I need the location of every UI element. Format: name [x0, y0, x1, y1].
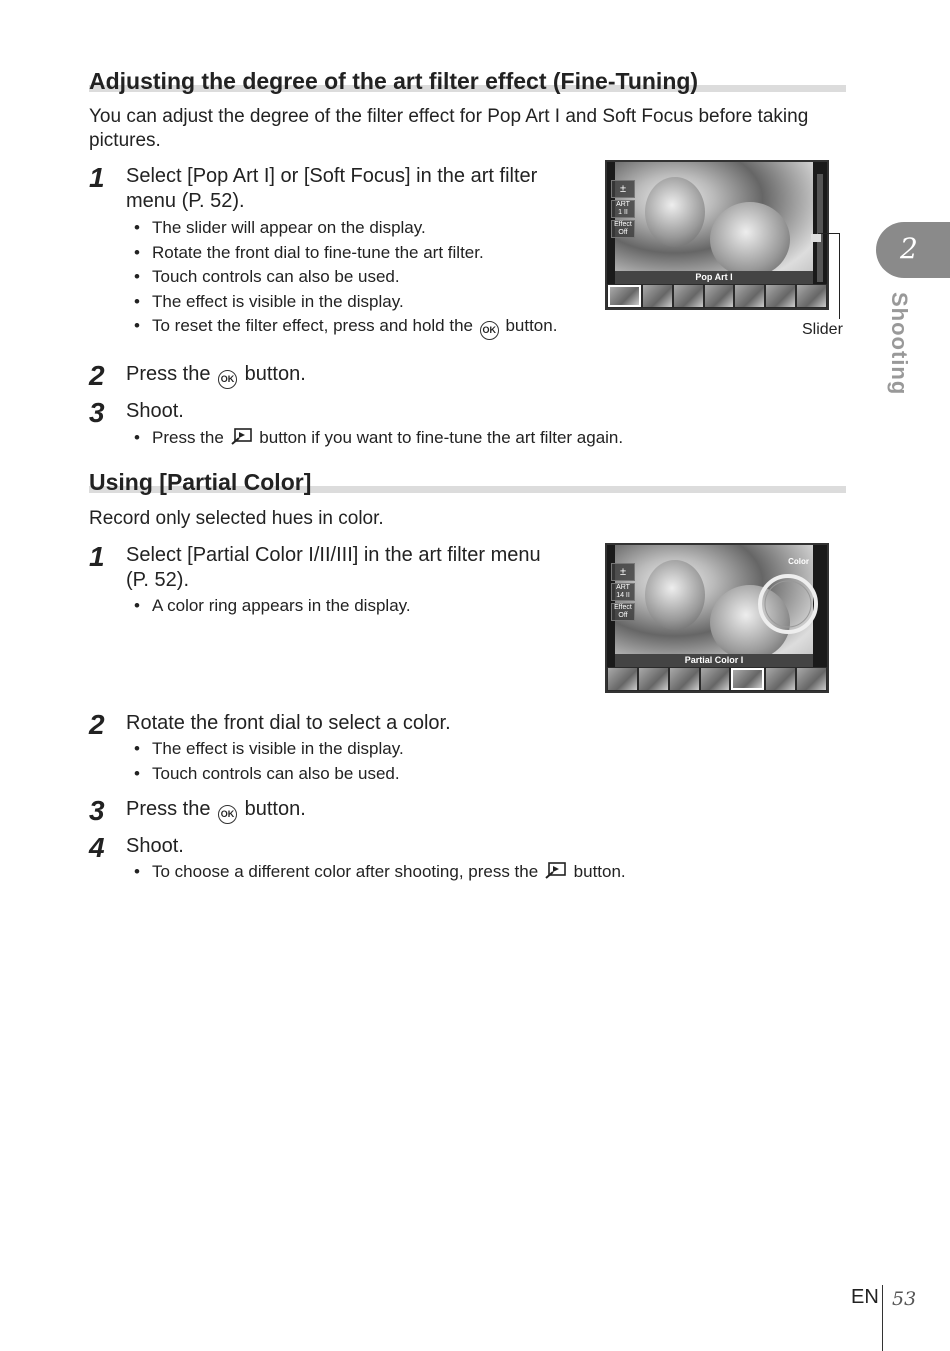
filter-thumbnail[interactable] [670, 668, 699, 690]
bullet-list [132, 594, 411, 619]
step-number: 1 [89, 541, 105, 572]
section-heading-fine-tuning [89, 62, 846, 92]
filter-thumbnail[interactable] [674, 285, 703, 307]
filter-mode-label: Partial Color I [615, 654, 813, 667]
footer-language: EN [851, 1286, 879, 1308]
art-filter-icon: ART 1 II [611, 200, 635, 218]
intro-line-1: You can adjust the degree of the filter effect for Pop Art I and Soft Focus before taking [89, 106, 809, 127]
slider-knob[interactable] [811, 234, 821, 242]
color-indicator: Color [788, 557, 809, 566]
bullet-item: • The effect is visible in the display. [134, 739, 404, 758]
chapter-number: 2 [900, 232, 918, 265]
color-ring[interactable] [755, 571, 821, 637]
filter-thumbnail[interactable] [766, 668, 795, 690]
step-line-2: (P. 52). [126, 569, 189, 591]
slider-callout-label: Slider [802, 321, 843, 338]
step-number: 2 [89, 709, 105, 740]
step-line-1: Select [Pop Art I] or [Soft Focus] in the art filter [126, 165, 538, 187]
effect-icon: Effect Off [611, 603, 635, 621]
callout-line [818, 233, 839, 234]
exposure-icon: ± [611, 563, 635, 581]
filter-thumbnail[interactable] [639, 668, 668, 690]
sample-photo [615, 162, 813, 284]
bullet-item: • Rotate the front dial to fine-tune the art filter. [134, 242, 484, 262]
ok-button-icon: OK [218, 370, 237, 389]
step-line-2: menu (P. 52). [126, 190, 245, 212]
filter-thumbnail-strip [607, 667, 827, 691]
playback-icon [231, 428, 253, 446]
step-line-1: Select [Partial Color I/II/III] in the art filter menu [126, 544, 541, 566]
section-heading-partial-color [89, 463, 846, 493]
filter-thumbnail[interactable] [766, 285, 795, 307]
camera-screen-partial-color [605, 543, 829, 693]
bullet-item: • To reset the filter effect, press and hold the OK button. [132, 314, 557, 340]
bullet-item: • Touch controls can also be used. [134, 763, 400, 783]
effect-icon: Effect Off [611, 220, 635, 238]
intro-line-2: pictures. [89, 130, 161, 151]
art-filter-icon: ART 14 II [611, 583, 635, 601]
section-intro: Record only selected hues in color. [89, 508, 384, 529]
filter-mode-label: Pop Art I [615, 271, 813, 284]
step-text: Shoot. [126, 400, 184, 422]
page-number: 53 [892, 1288, 917, 1310]
step-number: 2 [89, 360, 105, 391]
bullet-list [132, 216, 557, 340]
step-text [126, 164, 537, 214]
callout-line [839, 233, 840, 319]
chapter-tab [876, 222, 950, 278]
filter-thumbnail[interactable] [608, 668, 637, 690]
filter-thumbnail[interactable] [705, 285, 734, 307]
bullet-list [132, 860, 626, 885]
step-number: 4 [89, 832, 105, 863]
bullet-item: • The slider will appear on the display. [134, 218, 426, 237]
section-title: Using [Partial Color] [89, 469, 312, 495]
step-text [126, 543, 541, 593]
filter-thumbnail[interactable] [608, 285, 641, 307]
section-intro [89, 105, 808, 153]
section-title: Adjusting the degree of the art filter effect (Fine-Tuning) [89, 68, 699, 94]
filter-thumbnail[interactable] [701, 668, 730, 690]
bullet-item: • To choose a different color after shooting, press the button. [134, 862, 626, 881]
filter-thumbnail[interactable] [643, 285, 672, 307]
step-number: 3 [89, 795, 105, 826]
filter-thumbnail[interactable] [797, 285, 826, 307]
chapter-title: Shooting [887, 292, 912, 396]
filter-thumbnail[interactable] [731, 668, 764, 690]
ok-button-icon: OK [480, 321, 499, 340]
exposure-icon: ± [611, 180, 635, 198]
step-text: Press the OK button. [126, 797, 306, 824]
footer-divider [882, 1285, 883, 1351]
step-number: 3 [89, 397, 105, 428]
bullet-list [132, 737, 404, 786]
step-text: Shoot. [126, 835, 184, 857]
step-text: Rotate the front dial to select a color. [126, 712, 451, 734]
filter-thumbnail[interactable] [735, 285, 764, 307]
bullet-item: • Touch controls can also be used. [134, 267, 400, 286]
filter-thumbnail[interactable] [797, 668, 826, 690]
bullet-item: • The effect is visible in the display. [134, 291, 404, 311]
filter-slider[interactable] [817, 174, 823, 282]
bullet-list [132, 426, 623, 451]
bullet-item: • A color ring appears in the display. [134, 596, 411, 615]
ok-button-icon: OK [218, 805, 237, 824]
camera-screen-pop-art [605, 160, 829, 310]
step-number: 1 [89, 162, 105, 193]
playback-icon [545, 862, 567, 880]
bullet-item: • Press the button if you want to fine-tune the art filter again. [134, 428, 624, 447]
filter-thumbnail-strip [607, 284, 827, 308]
step-text: Press the OK button. [126, 362, 306, 389]
